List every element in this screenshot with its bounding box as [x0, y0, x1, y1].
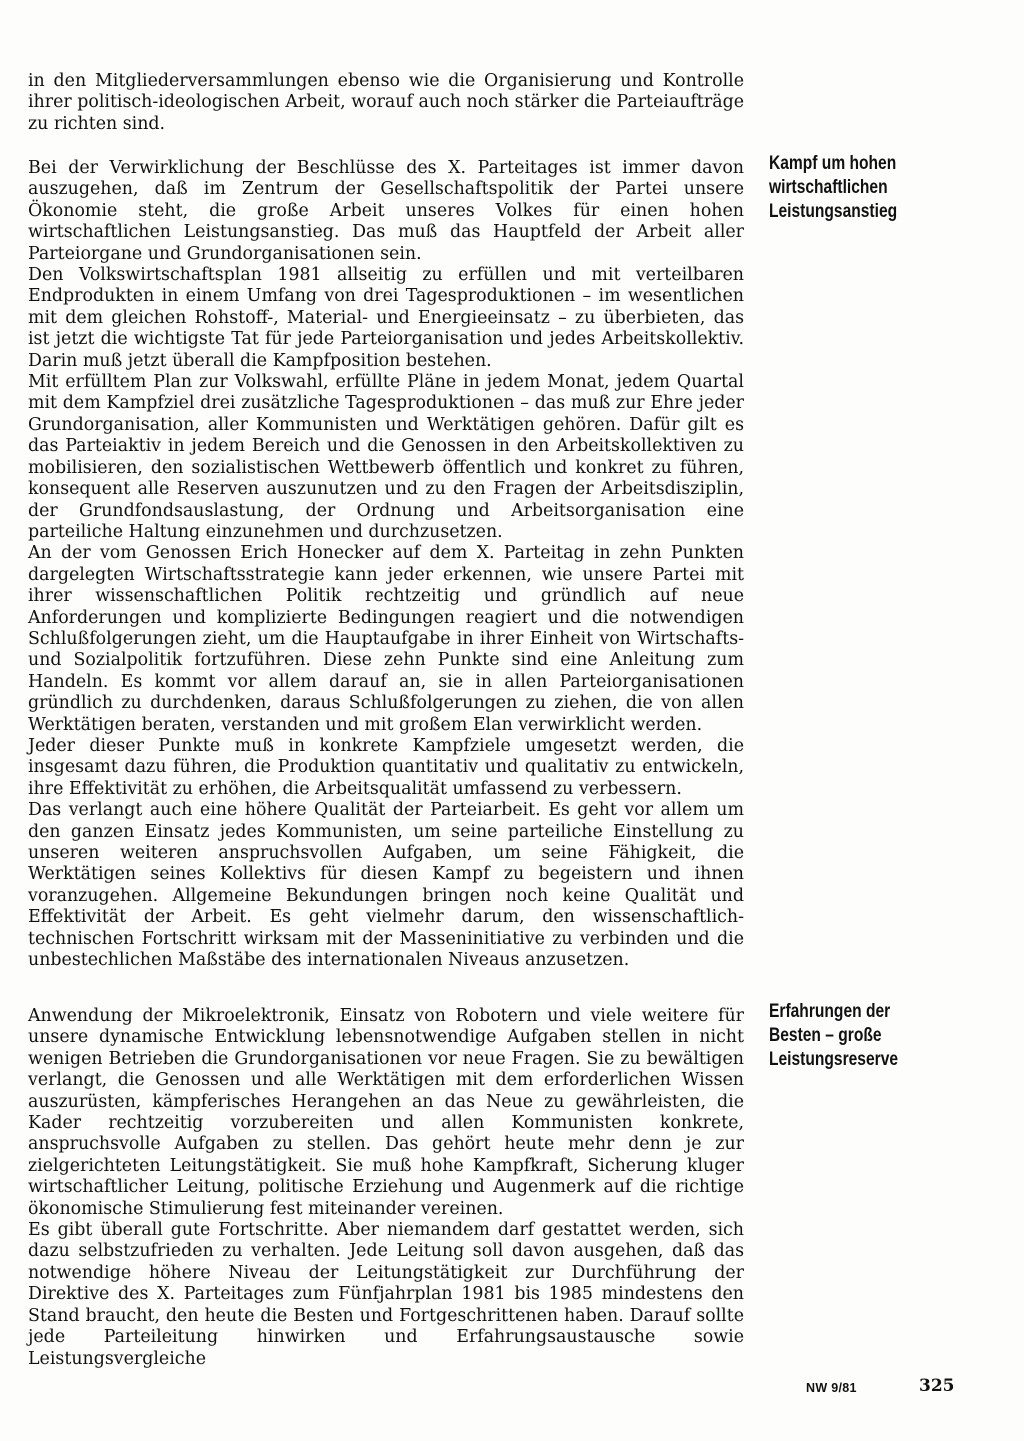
paragraph: Jeder dieser Punkte muß in konkrete Kampfziele umgesetzt werden, die insgesamt dazu führen, die Produktion quantitativ und qualitativ zu entwickeln, ihre Effektivität zu erhöhen, die Arbeitsqualität umfassend zu verbessern.: [28, 735, 744, 799]
heading-line: Leistungsreserve: [769, 1049, 899, 1070]
paragraph: Es gibt überall gute Fortschritte. Aber niemandem darf gestattet werden, sich dazu selbstzufrieden zu verhalten. Jede Leitung soll davon ausgehen, daß das notwendige höhere Niveau der Leitungstätigkeit zur Durchführung der Direktive des X. Parteitages zum Fünfjahrplan 1981 bis 1985 mindestens den Stand braucht, den heute die Besten und Fortgeschrittenen haben. Darauf sollte jede Parteileitung hinwirken und Erfahrungsaustausche sowie Leistungsvergleiche: [28, 1220, 744, 1369]
section-1-body: [28, 158, 744, 971]
intro-text-block: [28, 71, 744, 135]
heading-line: wirtschaftlichen: [769, 177, 888, 198]
section-2-body: [28, 1006, 744, 1370]
section-2-margin-heading: [769, 1000, 966, 1072]
page-number: 325: [919, 1376, 955, 1396]
paragraph: in den Mitgliederversammlungen ebenso wie die Organisierung und Kontrolle ihrer politisch-ideologischen Arbeit, worauf auch noch stärker die Parteiaufträge zu richten sind.: [28, 71, 744, 134]
paragraph: Den Volkswirtschaftsplan 1981 allseitig zu erfüllen und mit verteilbaren Endprodukten in einem Umfang von drei Tagesproduktionen – im wesentlichen mit dem gleichen Rohstoff-, Material- und Energieeinsatz – zu überbieten, das ist jetzt die wichtigste Tat für jede Parteiorganisation und jedes Arbeitskollektiv. Darin muß jetzt überall die Kampfposition bestehen.: [28, 265, 744, 371]
paragraph: An der vom Genossen Erich Honecker auf dem X. Parteitag in zehn Punkten dargelegten Wirtschaftsstrategie kann jeder erkennen, wie unsere Partei mit ihrer wissenschaftlichen Politik rechtzeitig und gründlich auf neue Anforderungen und komplizierte Bedingungen reagiert und die notwendigen Schlußfolgerungen zieht, um die Hauptaufgabe in ihrer Einheit von Wirtschafts- und Sozialpolitik fortzuführen. Diese zehn Punkte sind eine Anleitung zum Handeln. Es kommt vor allem darauf an, sie in allen Parteiorganisationen gründlich zu durchdenken, daraus Schlußfolgerungen zu ziehen, die von allen Werktätigen beraten, verstanden und mit großem Elan verwirklicht werden.: [28, 543, 744, 735]
paragraph: Mit erfülltem Plan zur Volkswahl, erfüllte Pläne in jedem Monat, jedem Quartal mit dem Kampfziel drei zusätzliche Tagesproduktionen – das muß zur Ehre jeder Grundorganisation, aller Kommunisten und Werktätigen gehören. Dafür gilt es das Parteiaktiv in jedem Bereich und die Genossen in den Arbeitskollektiven zu mobilisieren, den sozialistischen Wettbewerb öffentlich und konkret zu führen, konsequent alle Reserven auszunutzen und zu den Fragen der Arbeitsdisziplin, der Grundfondsauslastung, der Ordnung und Arbeitsorganisation eine parteiliche Haltung einzunehmen und durchzusetzen.: [28, 372, 744, 542]
footer-source: NW 9/81: [806, 1381, 857, 1395]
paragraph: Anwendung der Mikroelektronik, Einsatz von Robotern und viele weitere für unsere dynamische Entwicklung lebensnotwendige Aufgaben stellen in nicht wenigen Betrieben die Grundorganisationen vor neue Fragen. Sie zu bewältigen verlangt, die Genossen und alle Werktätigen mit dem erforderlichen Wissen auszurüsten, kämpferisches Herangehen an das Neue zu gewährleisten, die Kader rechtzeitig vorzubereiten und allen Kommunisten konkrete, anspruchsvolle Aufgaben zu stellen. Das gehört heute mehr denn je zur zielgerichteten Leitungstätigkeit. Sie muß hohe Kampfkraft, Sicherung kluger wirtschaftlicher Leitung, politische Erziehung und Augenmerk auf die richtige ökonomische Stimulierung fest miteinander vereinen.: [28, 1006, 744, 1219]
heading-line: Kampf um hohen: [769, 153, 897, 174]
heading-line: Leistungsanstieg: [769, 201, 898, 222]
section-1-margin-heading: [769, 152, 966, 224]
paragraph: Das verlangt auch eine höhere Qualität der Parteiarbeit. Es geht vor allem um den ganzen Einsatz jedes Kommunisten, um seine parteiliche Einstellung zu unseren weiteren anspruchsvollen Aufgaben, um seine Fähigkeit, die Werktätigen seines Kollektivs für diesen Kampf zu begeistern und ihnen voranzugehen. Allgemeine Bekundungen bringen noch keine Qualität und Effektivität der Arbeit. Es geht vielmehr darum, den wissenschaftlich-technischen Fortschritt wirksam mit der Masseninitiative zu verbinden und die unbestechlichen Maßstäbe des internationalen Niveaus anzusetzen.: [28, 800, 744, 971]
heading-line: Besten – große: [769, 1025, 882, 1046]
heading-line: Erfahrungen der: [769, 1001, 891, 1022]
paragraph: Bei der Verwirklichung der Beschlüsse des X. Parteitages ist immer davon auszugehen, daß im Zentrum der Gesellschaftspolitik der Partei unsere Ökonomie steht, die große Arbeit unseres Volkes für einen hohen wirtschaftlichen Leistungsanstieg. Das muß das Hauptfeld der Arbeit aller Parteiorgane und Grundorganisationen sein.: [28, 158, 744, 264]
